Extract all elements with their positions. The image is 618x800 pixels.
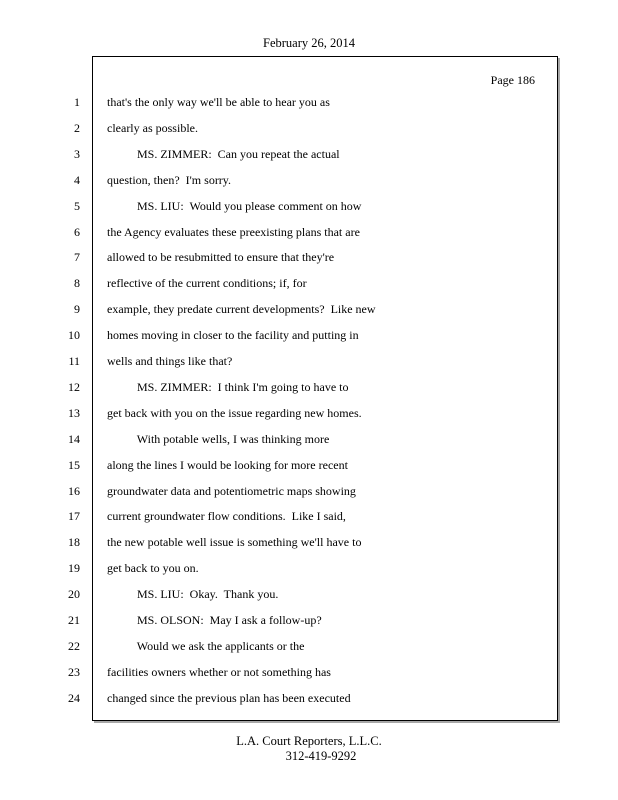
- line-number: 15: [68, 458, 80, 472]
- line-number: 2: [74, 121, 80, 135]
- line-text: clearly as possible.: [107, 121, 198, 135]
- line-number: 18: [68, 535, 80, 549]
- line-text: question, then? I'm sorry.: [107, 173, 232, 187]
- line-text: get back to you on.: [107, 561, 199, 575]
- line-text: groundwater data and potentiometric maps showing: [107, 484, 356, 498]
- line-number: 6: [74, 225, 80, 239]
- line-text: wells and things like that?: [107, 354, 233, 368]
- line-number: 12: [68, 380, 80, 394]
- line-number: 17: [68, 509, 80, 523]
- footer: [0, 734, 618, 764]
- reporter-phone: 312-419-9292: [285, 749, 357, 763]
- line-number: 20: [68, 587, 80, 601]
- line-text: MS. ZIMMER: Can you repeat the actual: [107, 147, 340, 161]
- line-number: 7: [74, 250, 80, 264]
- line-number: 21: [68, 613, 80, 627]
- page-number: Page 186: [490, 73, 535, 87]
- line-number: 24: [68, 691, 80, 705]
- line-text: MS. LIU: Would you please comment on how: [107, 199, 362, 213]
- line-text: changed since the previous plan has been executed: [107, 691, 351, 705]
- line-text: MS. LIU: Okay. Thank you.: [107, 587, 279, 601]
- line-text: Would we ask the applicants or the: [107, 639, 305, 653]
- line-text: example, they predate current developments? Like new: [107, 302, 376, 316]
- line-text: MS. ZIMMER: I think I'm going to have to: [107, 380, 349, 394]
- line-number: 3: [74, 147, 80, 161]
- line-text: allowed to be resubmitted to ensure that they're: [107, 250, 335, 264]
- line-text: homes moving in closer to the facility and putting in: [107, 328, 359, 342]
- line-text: that's the only way we'll be able to hear you as: [107, 95, 330, 109]
- line-text: get back with you on the issue regarding new homes.: [107, 406, 362, 420]
- line-text: current groundwater flow conditions. Like I said,: [107, 509, 346, 523]
- line-number: 4: [74, 173, 80, 187]
- line-number: 10: [68, 328, 80, 342]
- line-number: 16: [68, 484, 80, 498]
- line-text: the Agency evaluates these preexisting plans that are: [107, 225, 360, 239]
- line-text: facilities owners whether or not something has: [107, 665, 331, 679]
- line-number: 9: [74, 302, 80, 316]
- line-text: the new potable well issue is something we'll have to: [107, 535, 362, 549]
- line-text: along the lines I would be looking for more recent: [107, 458, 348, 472]
- line-text: reflective of the current conditions; if, for: [107, 276, 307, 290]
- reporter-company: L.A. Court Reporters, L.L.C.: [236, 734, 382, 748]
- line-text: MS. OLSON: May I ask a follow-up?: [107, 613, 322, 627]
- line-number: 5: [74, 199, 80, 213]
- line-number: 13: [68, 406, 80, 420]
- line-text: With potable wells, I was thinking more: [107, 432, 330, 446]
- line-number: 11: [68, 354, 80, 368]
- line-number: 8: [74, 276, 80, 290]
- line-number: 23: [68, 665, 80, 679]
- line-number: 1: [74, 95, 80, 109]
- line-number: 19: [68, 561, 80, 575]
- line-number: 22: [68, 639, 80, 653]
- line-number: 14: [68, 432, 80, 446]
- transcript-date: February 26, 2014: [263, 36, 355, 50]
